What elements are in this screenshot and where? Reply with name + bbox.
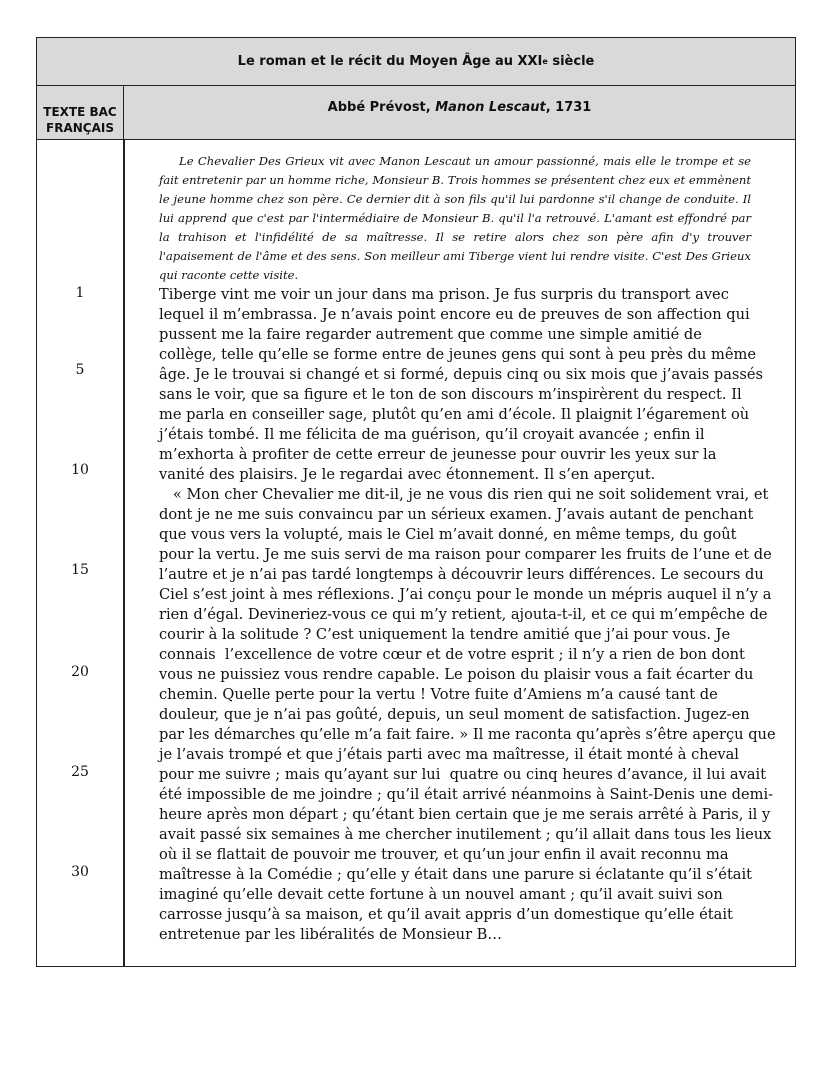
text-line: vous ne puissiez vous rendre capable. Le poison du plaisir vous a fait écarter du: [159, 666, 754, 683]
work-citation: [124, 86, 795, 140]
text-line: pussent me la faire regarder autrement que comme une simple amitié de: [159, 326, 702, 343]
work-title: Manon Lescaut: [435, 100, 546, 115]
text-line: sans le voir, que sa figure et le ton de son discours m’inspirèrent du respect. Il: [159, 386, 742, 403]
text-line: pour me suivre ; mais qu’ayant sur lui quatre ou cinq heures d’avance, il lui avait: [159, 766, 767, 783]
text-line: collège, telle qu’elle se forme entre de jeunes gens qui sont à peu près du même: [159, 346, 756, 363]
text-line: courir à la solitude ? C’est uniquement la tendre amitié que j’ai pour vous. Je: [159, 626, 731, 643]
text-line: été impossible de me joindre ; qu’il était arrivé néanmoins à Saint-Denis une demi-: [159, 786, 774, 803]
text-line: vanité des plaisirs. Je le regardai avec étonnement. Il s’en aperçut.: [159, 466, 656, 483]
text-line: « Mon cher Chevalier me dit-il, je ne vous dis rien qui ne soit solidement vrai, et: [159, 486, 769, 503]
text-line: rien d’égal. Devineriez-vous ce qui m’y retient, ajouta-t-il, et ce qui m’empêche de: [159, 606, 768, 623]
text-line: imaginé qu’elle devait cette fortune à un nouvel amant ; qu’il avait suivi son: [159, 886, 723, 903]
text-line: Tiberge vint me voir un jour dans ma prison. Je fus surpris du transport avec: [159, 286, 729, 303]
text-line: m’exhorta à profiter de cette erreur de jeunesse pour ouvrir les yeux sur la: [159, 446, 717, 463]
text-line: où il se flattait de pouvoir me trouver, et qu’un jour enfin il avait reconnu ma: [159, 846, 729, 863]
text-line: par les démarches qu’elle m’a fait faire. » Il me raconta qu’après s’être aperçu que: [159, 726, 776, 743]
section-label: [37, 86, 124, 140]
section-label-line-2: FRANÇAIS: [46, 121, 114, 135]
line-number: 25: [71, 764, 89, 780]
text-line: lequel il m’embrassa. Je n’avais point encore eu de preuves de son affection qui: [159, 306, 750, 323]
line-number: 15: [71, 562, 89, 578]
line-number: 5: [75, 362, 85, 378]
intro-paragraph: Le Chevalier Des Grieux vit avec Manon Lescaut un amour passionné, mais elle le trompe et se fait entretenir par un homme riche, Monsieur B. Trois hommes se présentent chez eux et emmènent le jeune homme chez son père. Ce dernier dit à son fils qu'il lui pardonne s'il change de conduite. Il lui apprend que c'est par l'intermédiaire de Monsieur B. qu'il l'a retrouvé. L'amant est effondré par la trahison et l'infidélité de sa maîtresse. Il se retire alors chez son père afin d'y trouver l'apaisement de l'âme et des sens. Son meilleur ami Tiberge vient lui rendre visite. C'est Des Grieux qui raconte cette visite.: [159, 154, 751, 282]
text-line: je l’avais trompé et que j’étais parti avec ma maîtresse, il était monté à cheval: [159, 746, 739, 763]
chapter-title-suffix: siècle: [547, 54, 595, 69]
text-line: avait passé six semaines à me chercher inutilement ; qu’il allait dans tous les lieux: [159, 826, 772, 843]
text-line: pour la vertu. Je me suis servi de ma raison pour comparer les fruits de l’une et de: [159, 546, 772, 563]
text-line: connais l’excellence de votre cœur et de votre esprit ; il n’y a rien de bon dont: [159, 646, 745, 663]
main-text: [159, 285, 776, 945]
chapter-title-prefix: Le roman et le récit du Moyen Âge au XXI: [237, 54, 543, 69]
author: Abbé Prévost,: [327, 100, 436, 115]
text-line: âge. Je le trouvai si changé et si formé, depuis cinq ou six mois que j’avais passés: [159, 366, 764, 383]
text-line: me parla en conseiller sage, plutôt qu’en ami d’école. Il plaignit l’égarement où: [159, 406, 750, 423]
text-line: dont je ne me suis convaincu par un sérieux examen. J’avais autant de penchant: [159, 506, 754, 523]
text-line: l’autre et je n’ai pas tardé longtemps à découvrir leurs différences. Le secours du: [159, 566, 764, 583]
text-line: que vous vers la volupté, mais le Ciel m’avait donné, en même temps, du goût: [159, 526, 737, 543]
text-line: douleur, que je n’ai pas goûté, depuis, un seul moment de satisfaction. Jugez-en: [159, 706, 750, 723]
chapter-title-sup: e: [542, 57, 548, 66]
text-line: j’étais tombé. Il me félicita de ma guérison, qu’il croyait avancée ; enfin il: [159, 426, 705, 443]
year: , 1731: [545, 100, 592, 115]
line-number: 1: [75, 285, 85, 301]
section-label-line-1: TEXTE BAC: [43, 105, 117, 119]
text-line: Ciel s’est joint à mes réflexions. J’ai conçu pour le monde un mépris auquel il n’y a: [159, 586, 772, 603]
text-line: chemin. Quelle perte pour la vertu ! Votre fuite d’Amiens m’a causé tant de: [159, 686, 718, 703]
column-divider: [123, 140, 125, 966]
chapter-title: [37, 38, 795, 86]
text-line: heure après mon départ ; qu’étant bien certain que je me serais arrêté à Paris, il y: [159, 806, 771, 823]
line-number: 10: [71, 462, 89, 478]
document-table: [36, 37, 796, 967]
line-number: 30: [71, 864, 89, 880]
text-line: maîtresse à la Comédie ; qu’elle y était dans une parure si éclatante qu’il s’était: [159, 866, 753, 883]
line-number: 20: [71, 664, 89, 680]
text-line: carrosse jusqu’à sa maison, et qu’il avait appris d’un domestique qu’elle était: [159, 906, 733, 923]
text-line: entretenue par les libéralités de Monsieur B…: [159, 926, 503, 943]
